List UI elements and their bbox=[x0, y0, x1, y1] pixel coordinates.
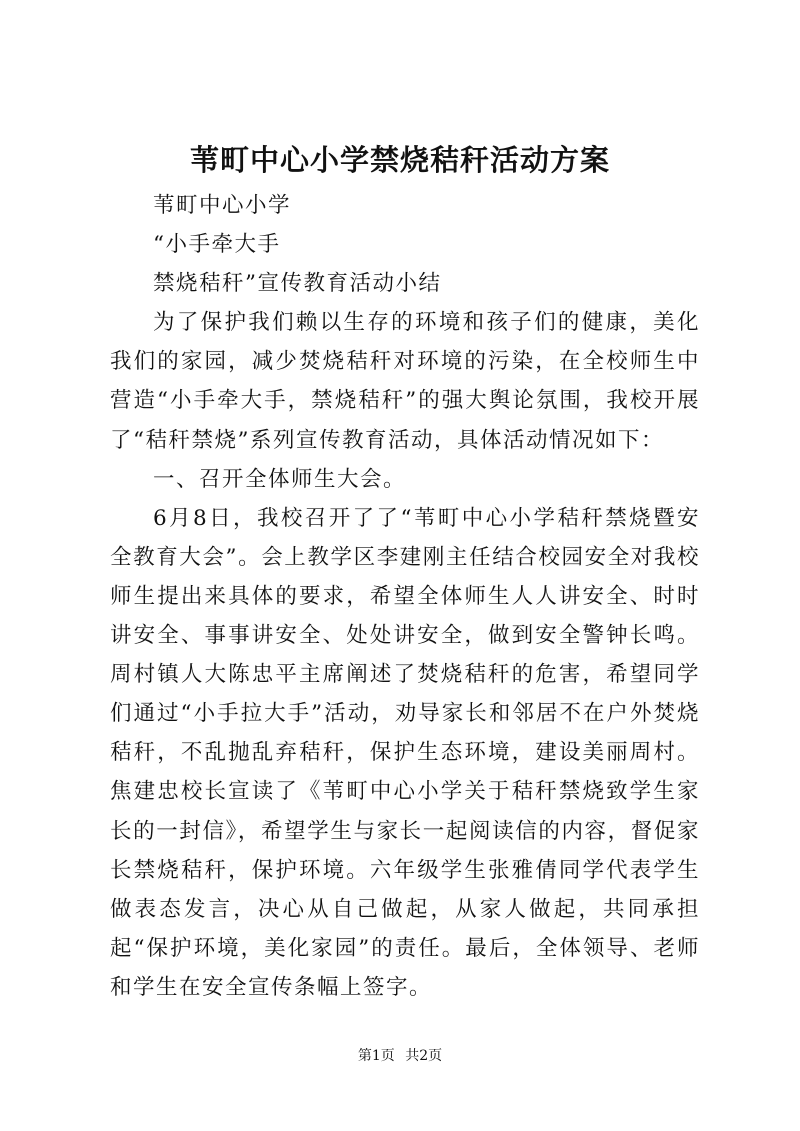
page-number-current: 第1页 bbox=[357, 1048, 395, 1064]
paragraph-school-name: 苇町中心小学 bbox=[153, 193, 292, 218]
paragraph-section-heading: 一、召开全体师生大会。 bbox=[153, 466, 407, 492]
paragraph-subtitle-line1: “小手牵大手 bbox=[153, 232, 281, 258]
paragraph-subtitle-line2: 禁烧秸秆”宣传教育活动小结 bbox=[153, 271, 442, 297]
document-body bbox=[110, 186, 700, 1007]
paragraph-intro: 为了保护我们赖以生存的环境和孩子们的健康，美化我们的家园，减少焚烧秸秆对环境的污染，在全校师生中营造“小手牵大手，禁烧秸秆”的强大舆论氛围，我校开展了“秸秆禁烧”系列宣传教育活动，具体活动情况如下： bbox=[110, 310, 700, 453]
page-number-total: 共2页 bbox=[405, 1048, 443, 1064]
paragraph-meeting-details: 6月8日，我校召开了了“苇町中心小学秸秆禁烧暨安全教育大会”。会上教学区李建刚主任结合校园安全对我校师生提出来具体的要求，希望全体师生人人讲安全、时时讲安全、事事讲安全、处处讲安全，做到安全警钟长鸣。周村镇人大陈忠平主席阐述了焚烧秸秆的危害，希望同学们通过“小手拉大手”活动，劝导家长和邻居不在户外焚烧秸秆，不乱抛乱弃秸秆，保护生态环境，建设美丽周村。焦建忠校长宣读了《苇町中心小学关于秸秆禁烧致学生家长的一封信》，希望学生与家长一起阅读信的内容，督促家长禁烧秸秆，保护环境。六年级学生张雅倩同学代表学生做表态发言，决心从自己做起，从家人做起，共同承担起“保护环境，美化家园”的责任。最后，全体领导、老师和学生在安全宣传条幅上签字。 bbox=[110, 505, 700, 1000]
document-title: 苇町中心小学禁烧秸秆活动方案 bbox=[189, 143, 610, 177]
page-footer bbox=[0, 1046, 800, 1066]
